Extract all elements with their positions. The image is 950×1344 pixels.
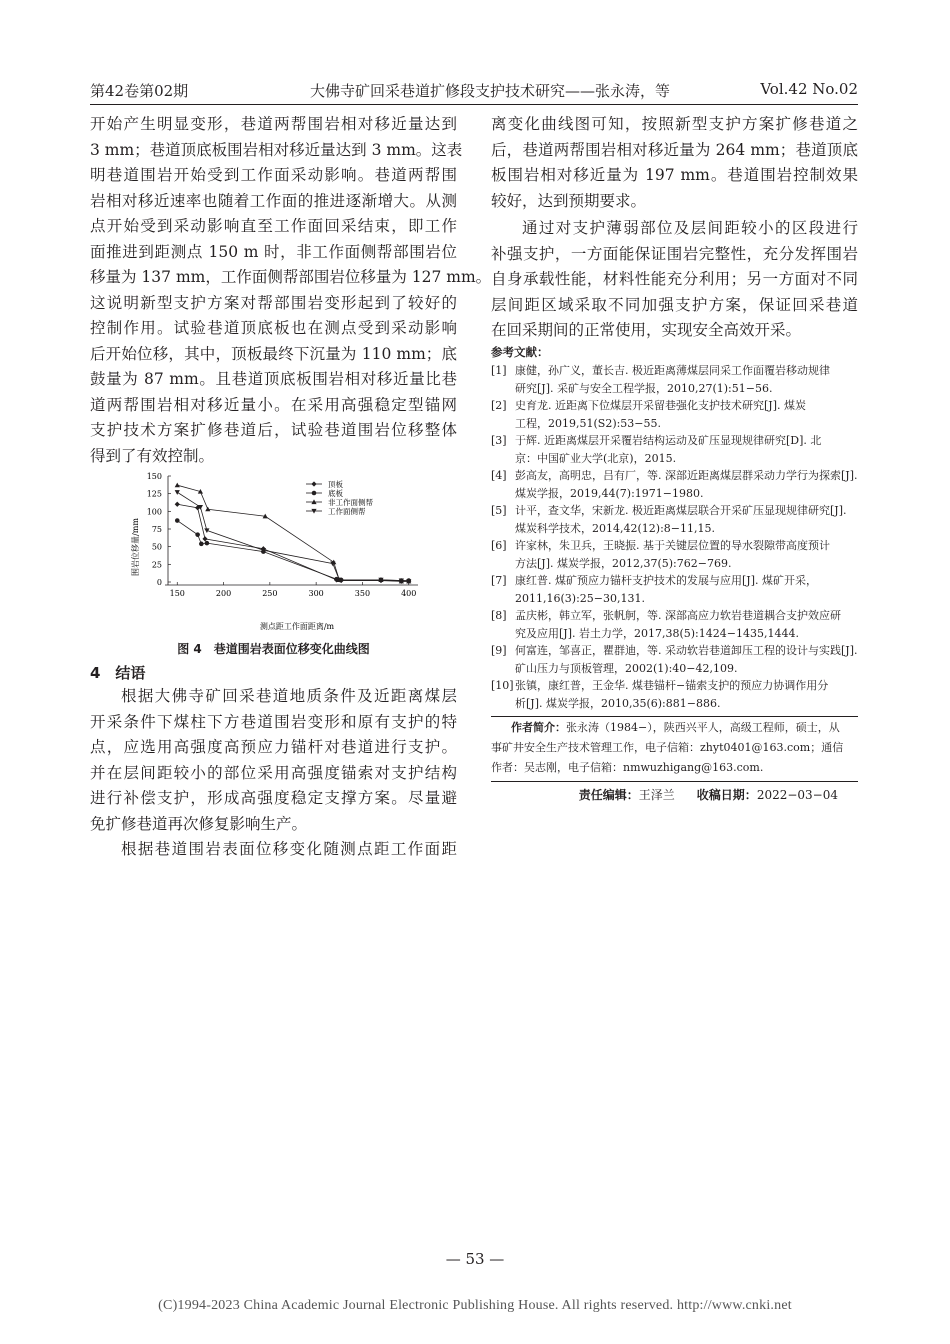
text-line: 在回采期间的正常使用，实现安全高效开采。 xyxy=(491,321,802,339)
x-tick-label: 250 xyxy=(262,589,278,598)
reference-line: 许家林，朱卫兵，王晓振. 基于关键层位置的导水裂隙带高度预计 xyxy=(515,539,830,552)
reference-item xyxy=(491,502,858,537)
header-volume: 第42卷第02期 xyxy=(90,82,189,100)
reference-line: 煤炭科学技术，2014,42(12):8−11,15. xyxy=(515,521,715,535)
reference-item xyxy=(491,642,858,677)
legend-label: 顶板 xyxy=(328,480,343,489)
y-tick-label: 75 xyxy=(151,525,162,534)
editor-name: 王泽兰 xyxy=(638,788,675,802)
text-line: 板围岩相对移近量为 197 mm。巷道围岩控制效果 xyxy=(491,166,858,184)
data-point xyxy=(175,483,180,488)
reference-line: 史育龙. 近距离下位煤层开采留巷强化支护技术研究[J]. 煤炭 xyxy=(515,399,806,412)
reference-line: 方法[J]. 煤炭学报，2012,37(5):762−769. xyxy=(515,556,732,570)
x-tick-label: 150 xyxy=(169,589,185,598)
reference-line: 析[J]. 煤炭学报，2010,35(6):881−886. xyxy=(515,696,721,710)
author-line: 作者：吴志刚，电子信箱：nmwuzhigang@163.com. xyxy=(491,761,764,774)
reference-number: [4] xyxy=(491,469,507,482)
data-point xyxy=(175,490,180,495)
text-line: 根据巷道围岩表面位移变化随测点距工作面距 xyxy=(121,840,457,858)
copyright-notice: (C)1994-2023 China Academic Journal Electronic Publishing House. All rights reserved. http://www.cnki.net xyxy=(158,1298,792,1313)
author-line xyxy=(491,718,858,738)
series-triangle-up xyxy=(175,483,412,584)
received-date: 2022−03−04 xyxy=(756,788,838,802)
text-line: 较好，达到预期要求。 xyxy=(491,191,647,210)
text-line: 根据大佛寺矿回采巷道地质条件及近距离煤层 xyxy=(121,687,457,705)
reference-line: 孟庆彬，韩立军，张帆舸，等. 深部高应力软岩巷道耦合支护效应研 xyxy=(515,609,841,622)
references-list xyxy=(491,362,858,712)
text-line: 后开始位移，其中，顶板最终下沉量为 110 mm；底 xyxy=(90,344,457,363)
line-chart xyxy=(130,466,430,636)
series-circle xyxy=(175,518,411,583)
figure-caption: 图 4 巷道围岩表面位移变化曲线图 xyxy=(177,642,370,656)
header-volume-en: Vol.42 No.02 xyxy=(760,80,858,98)
series-triangle-down xyxy=(175,490,412,584)
left-column-para2 xyxy=(90,684,457,863)
text-line: 开始产生明显变形，巷道两帮围岩相对移近量达到 xyxy=(90,115,457,133)
x-tick-label: 200 xyxy=(215,589,232,598)
reference-item xyxy=(491,572,858,607)
text-line: 这说明新型支护方案对帮部围岩变形起到了较好的 xyxy=(90,293,457,312)
y-axis-label: 围岩位移量/mm xyxy=(131,518,140,576)
reference-item xyxy=(491,432,858,467)
y-tick-label: 100 xyxy=(146,507,162,517)
text-line: 进行补偿支护，形成高强度稳定支撑方案。尽量避 xyxy=(90,789,457,807)
data-point xyxy=(205,507,210,512)
author-label: 作者简介： xyxy=(511,721,566,734)
reference-line: 计平，查文华，宋新龙. 极近距离煤层联合开采矿压显现规律研究[J]. xyxy=(515,504,847,517)
series-diamond xyxy=(175,502,412,584)
text-line: 控制作用。试验巷道顶底板也在测点受到采动影响 xyxy=(90,319,457,337)
text-line: 道两帮围岩相对移近量小。在采用高强稳定型锚网 xyxy=(90,395,457,414)
left-column-para1 xyxy=(90,112,492,469)
data-point xyxy=(205,541,210,546)
editor-label: 责任编辑： xyxy=(578,788,639,802)
reference-number: [2] xyxy=(491,399,507,412)
legend-label: 非工作面侧帮 xyxy=(328,498,373,507)
reference-number: [10] xyxy=(491,679,514,692)
reference-number: [7] xyxy=(491,574,507,587)
author-line: 事矿井安全生产技术管理工作，电子信箱：zhyt0401@163.com；通信 xyxy=(491,741,844,754)
reference-line: 京：中国矿业大学(北京)，2015. xyxy=(515,451,677,465)
reference-item xyxy=(491,607,858,642)
reference-line: 研究[J]. 采矿与安全工程学报，2010,27(1):51−56. xyxy=(515,381,773,395)
section-heading: 4 结语 xyxy=(90,664,146,682)
reference-number: [8] xyxy=(491,609,507,622)
text-line: 点，应选用高强度高预应力锚杆对巷道进行支护。 xyxy=(90,738,457,756)
text-line: 补强支护，一方面能保证围岩完整性，充分发挥围岩 xyxy=(491,244,858,263)
header-rule xyxy=(90,104,858,105)
series-line xyxy=(177,485,408,581)
data-point xyxy=(202,536,207,541)
text-line: 自身承载性能，材料性能充分利用；另一方面对不同 xyxy=(491,270,858,288)
reference-line: 何富连，邹喜正，瞿群迪，等. 采动软岩巷道卸压工程的设计与实践[J]. xyxy=(515,644,858,657)
references-title: 参考文献： xyxy=(491,345,549,359)
text-line: 开采条件下煤柱下方巷道围岩变形和原有支护的特 xyxy=(90,712,457,731)
reference-line: 工程，2019,51(S2):53−55. xyxy=(515,416,662,430)
text-line: 后，巷道两帮围岩相对移近量为 264 mm；巷道顶底 xyxy=(491,140,858,159)
text-line: 得到了有效控制。 xyxy=(90,446,215,465)
text-line: 通过对支护薄弱部位及层间距较小的区段进行 xyxy=(522,219,858,237)
y-tick-label: 150 xyxy=(146,472,162,481)
series-line xyxy=(177,504,408,581)
x-tick-label: 350 xyxy=(354,589,371,598)
y-tick-label: 25 xyxy=(151,560,162,570)
reference-line: 张镇，康红普，王金华. 煤巷锚杆−锚索支护的预应力协调作用分 xyxy=(515,679,829,692)
text-line: 3 mm；巷道顶底板围岩相对移近量达到 3 mm。这表 xyxy=(90,140,463,159)
reference-number: [6] xyxy=(491,539,507,552)
text-line: 层间距区域采取不同加强支护方案，保证回采巷道 xyxy=(491,295,858,314)
right-column-para1 xyxy=(491,112,858,214)
text-line: 免扩修巷道再次修复影响生产。 xyxy=(90,814,308,833)
right-column-para2 xyxy=(491,216,858,344)
text-line: 移量为 137 mm，工作面侧帮部围岩位移量为 127 mm。 xyxy=(90,268,492,286)
reference-number: [1] xyxy=(491,364,507,377)
reference-line: 彭高友，高明忠，吕有厂，等. 深部近距离煤层群采动力学行为探索[J]. xyxy=(515,469,858,482)
reference-line: 康红普. 煤矿预应力锚杆支护技术的发展与应用[J]. 煤矿开采， xyxy=(515,574,817,587)
author-rule xyxy=(491,716,858,717)
reference-number: [9] xyxy=(491,644,507,657)
series-line xyxy=(177,521,408,581)
y-tick-label: 50 xyxy=(151,542,162,552)
data-point xyxy=(199,542,204,547)
y-tick-label: 0 xyxy=(156,578,162,587)
text-line: 面推进到距测点 150 m 时，非工作面侧帮部围岩位 xyxy=(90,242,457,261)
reference-item xyxy=(491,362,858,397)
editor-rule xyxy=(491,781,858,782)
x-axis-label: 测点距工作面距离/m xyxy=(259,622,335,631)
reference-line: 煤炭学报，2019,44(7):1971−1980. xyxy=(515,486,704,500)
reference-line: 究及应用[J]. 岩土力学，2017,38(5):1424−1435,1444. xyxy=(515,626,799,640)
reference-number: [3] xyxy=(491,434,507,447)
x-tick-label: 300 xyxy=(308,589,324,598)
data-point xyxy=(195,532,200,537)
legend-label: 底板 xyxy=(328,489,343,498)
received-label: 收稿日期： xyxy=(696,788,757,802)
reference-number: [5] xyxy=(491,504,507,517)
editor-info xyxy=(491,786,838,803)
reference-line: 于辉. 近距离煤层开采覆岩结构运动及矿压显现规律研究[D]. 北 xyxy=(515,434,822,447)
header-title: 大佛寺矿回采巷道扩修段支护技术研究——张永涛，等 xyxy=(309,82,670,100)
reference-line: 2011,16(3):25−30,131. xyxy=(515,591,645,605)
reference-line: 矿山压力与顶板管理，2002(1):40−42,109. xyxy=(515,661,738,675)
data-point xyxy=(175,502,180,507)
text-line: 鼓量为 87 mm。且巷道顶底板围岩相对移近量比巷 xyxy=(90,370,457,388)
reference-line: 康健，孙广义，董长吉. 极近距离薄煤层同采工作面覆岩移动规律 xyxy=(515,364,830,377)
x-tick-label: 400 xyxy=(401,589,417,598)
legend-label: 工作面侧帮 xyxy=(328,507,366,516)
text-line: 明巷道围岩开始受到工作面采动影响。巷道两帮围 xyxy=(90,166,457,184)
text-line: 岩相对移近速率也随着工作面的推进逐渐增大。从测 xyxy=(90,191,457,210)
text-line: 支护技术方案扩修巷道后，试验巷道围岩位移整体 xyxy=(90,421,457,439)
reference-item xyxy=(491,677,858,712)
figure-4-chart xyxy=(130,466,430,636)
data-point xyxy=(312,491,317,496)
reference-item xyxy=(491,467,858,502)
reference-item xyxy=(491,537,858,572)
author-info xyxy=(491,718,858,778)
text-line: 离变化曲线图可知，按照新型支护方案扩修巷道之 xyxy=(491,115,858,133)
y-tick-label: 125 xyxy=(146,489,162,499)
text-line: 并在层间距较小的部位采用高强度锚索对支护结构 xyxy=(90,763,457,782)
text-line: 点开始受到采动影响直至工作面回采结束，即工作 xyxy=(90,217,457,235)
series-line xyxy=(177,492,408,581)
running-header xyxy=(90,80,858,102)
data-point xyxy=(311,481,316,486)
data-point xyxy=(175,518,180,523)
author-text: 张永涛（1984−），陕西兴平人，高级工程师，硕士，从 xyxy=(566,721,840,734)
reference-item xyxy=(491,397,858,432)
page-number: — 53 — xyxy=(445,1250,505,1268)
